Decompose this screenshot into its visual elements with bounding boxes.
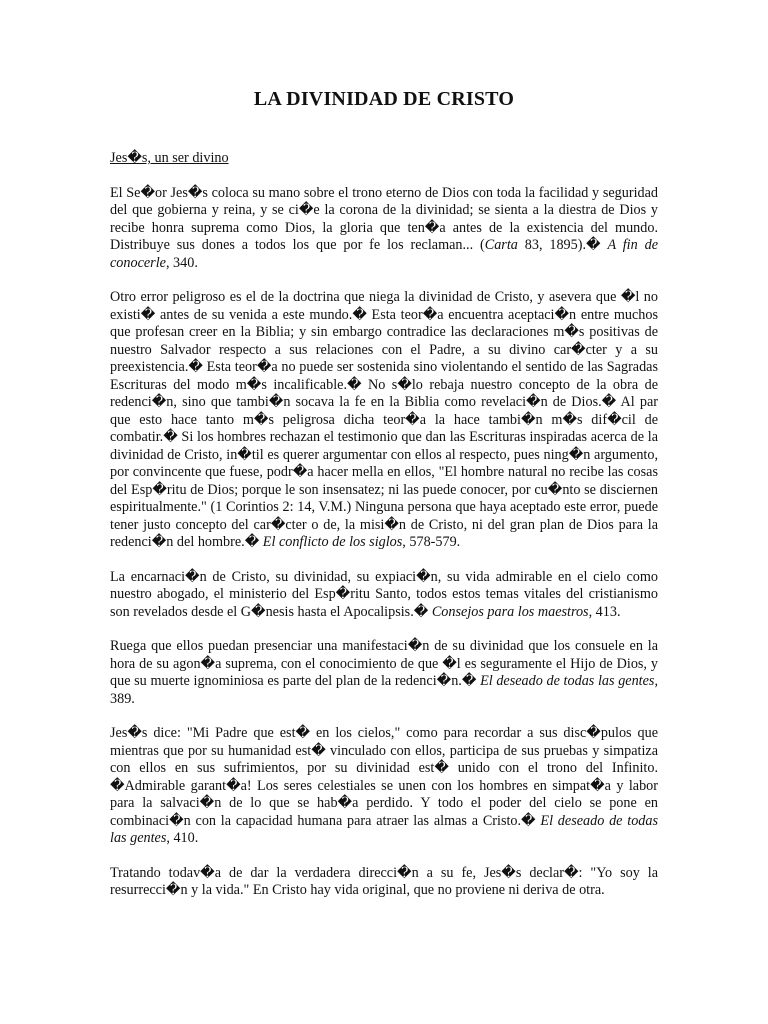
paragraph-text: Tratando todav�a de dar la verdadera direcci�n a su fe, Jes�s declar�: "Yo soy la resurrecci�n y la vida." En Cristo hay vida original, que no proviene ni deriva de otra. (110, 864, 658, 898)
citation-text: , 578-579. (402, 534, 461, 550)
paragraph-3 (110, 569, 658, 622)
paragraph-text: La encarnaci�n de Cristo, su divinidad, su expiaci�n, su vida admirable en el cielo como nuestro abogado, el ministerio del Esp�ritu Santo, todos estos temas vitales del cristianismo son revelados desde el G�nesis hasta el Apocalipsis.� (110, 568, 658, 620)
paragraph-text: Jes�s dice: "Mi Padre que est� en los cielos," como para recordar a sus disc�pulos que mientras que por su humanidad est� vinculado con ellos, participa de sus pruebas y simpatiza con ellos en sus sufrimientos, por su divinidad est� unido con el trono del Infinito. �Admirable garant�a! Los seres celestiales se unen con los hombres en simpat�a y labor para la salvaci�n de lo que se hab�a perdido. Y todo el poder del cielo se pone en combinaci�n con la capacidad humana para atraer las almas a Cristo.� (110, 725, 658, 829)
paragraph-text: Ruega que ellos puedan presenciar una manifestaci�n de su divinidad que los consuele en la hora de su agon�a suprema, con el conocimiento de que �l es seguramente el Hijo de Dios, y que su muerte ignominiosa es parte del plan de la redenci�n.� (110, 638, 658, 689)
paragraph-4 (110, 638, 658, 708)
source-reference: El conflicto de los siglos (262, 534, 403, 550)
source-reference: A fin de conocerle (110, 237, 658, 271)
citation-text: , 389. (110, 673, 658, 707)
citation-text: , 410. (166, 830, 199, 846)
paragraph-text: El Se�or Jes�s coloca su mano sobre el trono eterno de Dios con toda la facilidad y seguridad del que gobierna y reina, y se ci�e la corona de la divinidad; se sienta a la diestra de Dios y recibe honra suprema como Dios, la gloria que ten�a antes de la existencia del mundo. Distribuye sus dones a todos los que por fe los reclaman... ( (110, 184, 658, 253)
paragraph-2 (110, 289, 658, 552)
paragraph-6 (110, 865, 658, 900)
paragraph-5 (110, 725, 658, 848)
citation-text: , 413. (588, 603, 621, 620)
paragraph-text: Otro error peligroso es el de la doctrina que niega la divinidad de Cristo, y asevera que �l no existi� antes de su venida a este mundo.� Esta teor�a encuentra aceptaci�n entre muchos que profesan creer en la Biblia; y sin embargo contradice las declaraciones m�s positivas de nuestro Salvador respecto a sus relaciones con el Padre, a su divino car�cter y a su preexistencia.� Esta teor�a no puede ser sostenida sino violentando el sentido de las Sagradas Escrituras del modo m�s incalificable.� No s�lo rebaja nuestro concepto de la obra de redenci�n, sino que tambi�n socava la fe en la Biblia como revelaci�n de Dios.� Al par que esto hace tanto m�s peligrosa dicha teor�a la hace tambi�n m�s dif�cil de combatir.� Si los hombres rechazan el testimonio que dan las Escrituras inspiradas acerca de la divinidad de Cristo, in�til es querer argumentar con ellos al respecto, pues ning�n argumento, por convincente que fuese, podr�a hacer mella en ellos, "El hombre natural no recibe las cosas del Esp�ritu de Dios; porque le son insensatez; ni las puede conocer, por cu�nto se disciernen espiritualmente." (1 Corintios 2: 14, V.M.) Ninguna persona que haya aceptado este error, puede tener justo concepto del car�cter o de, la misi�n de Cristo, ni del gran plan de Dios para la redenci�n del hombre.� (110, 289, 658, 550)
citation-text: 83, 1895).� (517, 237, 608, 253)
source-reference: Consejos para los maestros (431, 603, 589, 620)
paragraph-1 (110, 185, 658, 273)
source-reference: El deseado de todas las gentes (110, 812, 659, 846)
document-page (110, 86, 658, 917)
document-title: LA DIVINIDAD DE CRISTO (253, 88, 515, 110)
source-reference: El deseado de todas las gentes (480, 673, 655, 689)
section-heading: Jes�s, un ser divino (110, 150, 229, 166)
source-reference: Carta (484, 237, 518, 253)
citation-text: , 340. (165, 254, 198, 271)
